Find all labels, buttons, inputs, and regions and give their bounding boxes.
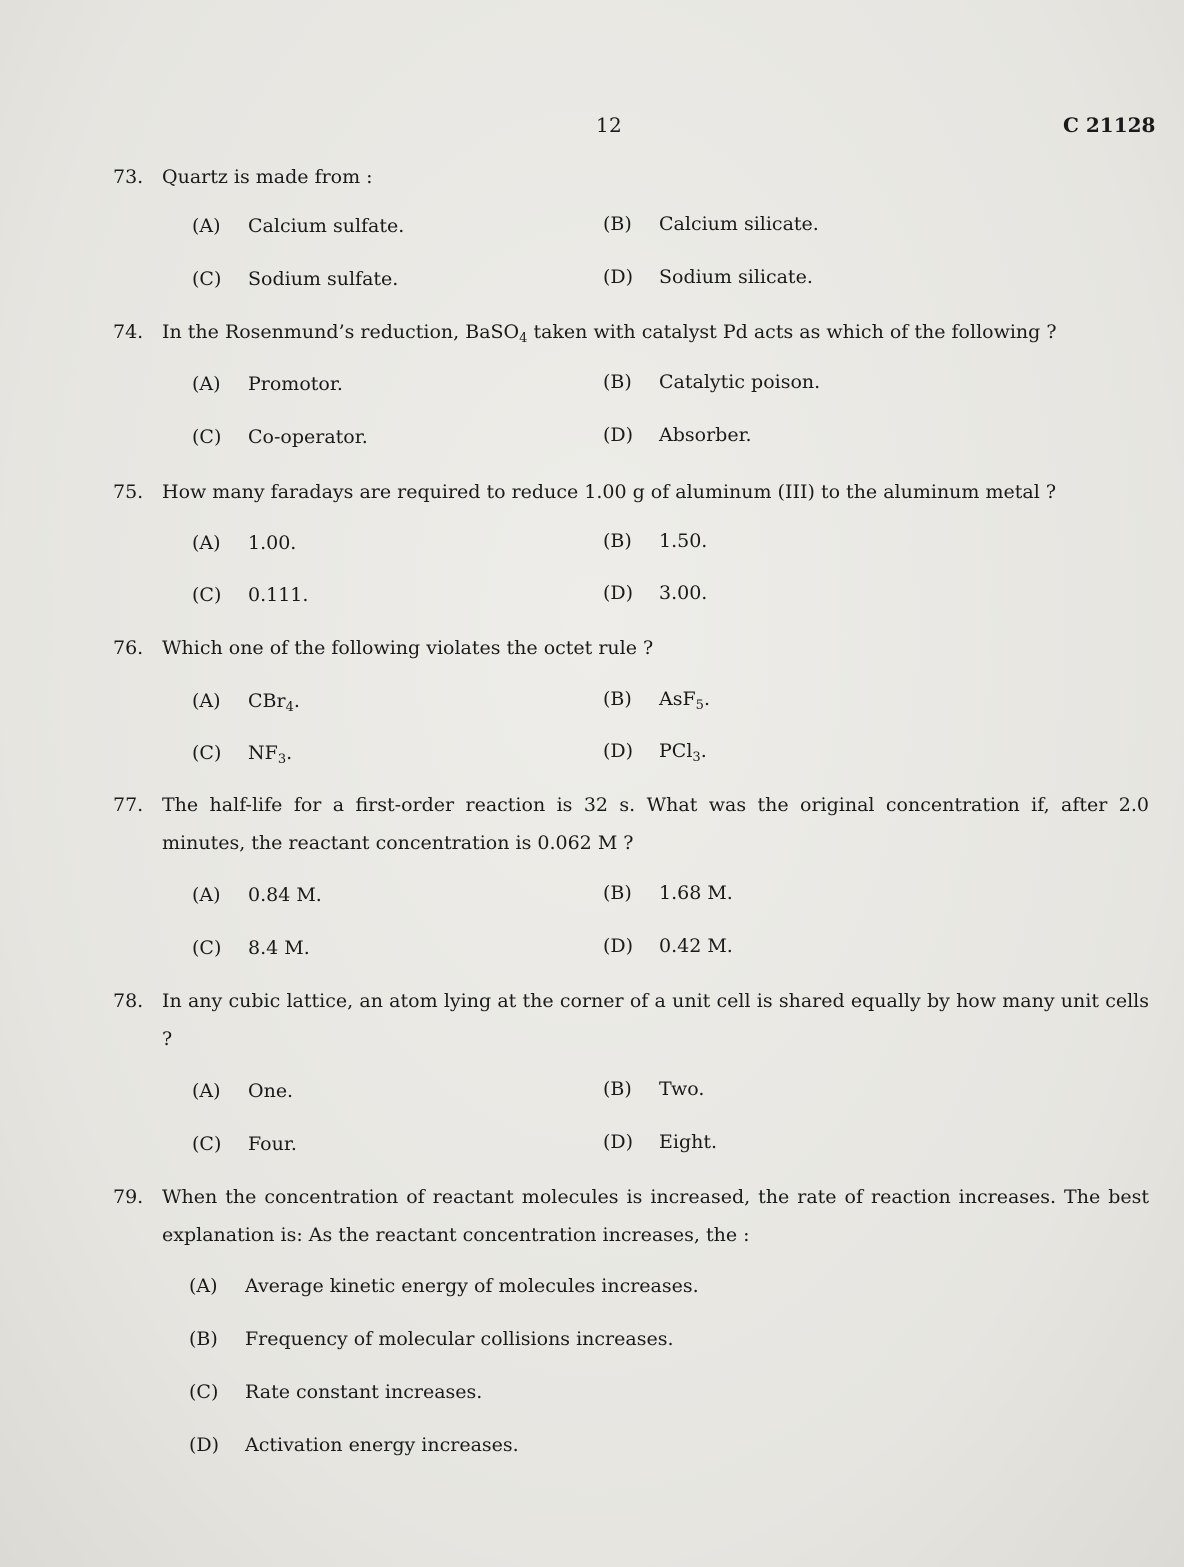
- option-label: (A): [192, 532, 221, 554]
- option-a: [192, 1080, 293, 1102]
- option-text: 1.68 M.: [659, 882, 733, 904]
- option-text: Frequency of molecular collisions increases.: [245, 1328, 674, 1350]
- option-d: [603, 582, 707, 604]
- option-label: (D): [189, 1434, 220, 1456]
- option-label: (B): [603, 688, 632, 710]
- option-a: [192, 884, 322, 906]
- option-text: 0.84 M.: [248, 884, 322, 906]
- option-a: [189, 1275, 699, 1297]
- question-number: 79.: [113, 1186, 144, 1208]
- option-c: [192, 1133, 297, 1155]
- question-text: The half-life for a first-order reaction is 32 s. What was the original concentration if, after 2.0 minutes, the reactant concentration is 0.062 M ?: [162, 794, 1149, 854]
- question-text: When the concentration of reactant molecules is increased, the rate of reaction increases. The best explanation is: As the reactant concentration increases, the :: [162, 1186, 1149, 1246]
- question-text: Which one of the following violates the octet rule ?: [162, 637, 654, 659]
- option-b: [189, 1328, 674, 1350]
- option-d: [603, 424, 752, 446]
- question-number: 75.: [113, 481, 144, 503]
- option-text: Calcium silicate.: [659, 213, 819, 235]
- option-d: [603, 1131, 717, 1153]
- option-text: Two.: [659, 1078, 705, 1100]
- option-label: (D): [603, 582, 634, 604]
- option-d: [189, 1434, 519, 1456]
- option-b: [603, 1078, 704, 1100]
- option-text: Activation energy increases.: [245, 1434, 519, 1456]
- paper-code: C 21128: [1063, 113, 1156, 137]
- option-c: [192, 426, 368, 448]
- option-c: [189, 1381, 482, 1403]
- question-text: Quartz is made from :: [162, 166, 373, 188]
- option-text: 0.111.: [248, 584, 309, 606]
- option-text: Promotor.: [248, 373, 343, 395]
- option-a: (A) CBr$_4$.: [192, 690, 300, 715]
- question-text: In any cubic lattice, an atom lying at the corner of a unit cell is shared equally by how many unit cells ?: [162, 990, 1149, 1050]
- option-a: [192, 532, 296, 554]
- option-label: (C): [192, 742, 222, 764]
- question-number: 76.: [113, 637, 144, 659]
- option-label: (C): [189, 1381, 219, 1403]
- option-text: 3.00.: [659, 582, 708, 604]
- option-label: (A): [192, 884, 221, 906]
- option-b: [603, 882, 733, 904]
- option-label: (D): [603, 740, 634, 762]
- option-c: [192, 584, 308, 606]
- option-b: [603, 530, 707, 552]
- option-d: [603, 266, 813, 288]
- option-label: (A): [189, 1275, 218, 1297]
- page-number: 12: [596, 113, 623, 137]
- question-number: 74.: [113, 321, 144, 343]
- option-label: (D): [603, 1131, 634, 1153]
- option-c: [192, 268, 398, 290]
- question-text: How many faradays are required to reduce 1.00 g of aluminum (III) to the aluminum metal ?: [162, 481, 1057, 503]
- option-b: [603, 213, 819, 235]
- option-label: (A): [192, 215, 221, 237]
- question-number: 73.: [113, 166, 144, 188]
- option-label: (D): [603, 935, 634, 957]
- option-label: (C): [192, 268, 222, 290]
- option-label: (B): [603, 213, 632, 235]
- option-label: (B): [603, 882, 632, 904]
- option-text: Sodium silicate.: [659, 266, 813, 288]
- option-label: (C): [192, 584, 222, 606]
- option-text: 8.4 M.: [248, 937, 310, 959]
- option-text: Rate constant increases.: [245, 1381, 483, 1403]
- option-label: (B): [603, 530, 632, 552]
- question-text: In the Rosenmund’s reduction, BaSO$_4$ taken with catalyst Pd acts as which of the following ?: [162, 321, 1057, 346]
- option-b: [603, 371, 820, 393]
- option-label: (A): [192, 373, 221, 395]
- option-label: (B): [189, 1328, 218, 1350]
- option-text: Four.: [248, 1133, 297, 1155]
- option-b: (B) AsF$_5$.: [603, 688, 710, 713]
- option-text: 1.50.: [659, 530, 708, 552]
- option-d: [603, 935, 733, 957]
- option-text: Average kinetic energy of molecules increases.: [245, 1275, 699, 1297]
- option-text: Co-operator.: [248, 426, 368, 448]
- option-a: [192, 373, 343, 395]
- option-label: (D): [603, 266, 634, 288]
- option-text: Absorber.: [659, 424, 752, 446]
- option-text: Calcium sulfate.: [248, 215, 405, 237]
- question-number: 77.: [113, 794, 144, 816]
- option-label: (B): [603, 371, 632, 393]
- option-text: Eight.: [659, 1131, 718, 1153]
- option-c: (C) $NF_3$.: [192, 742, 293, 767]
- option-label: (B): [603, 1078, 632, 1100]
- option-text: 0.42 M.: [659, 935, 733, 957]
- question-number: 78.: [113, 990, 144, 1012]
- option-a: [192, 215, 404, 237]
- option-label: (D): [603, 424, 634, 446]
- option-label: (C): [192, 1133, 222, 1155]
- option-label: (C): [192, 937, 222, 959]
- option-d: (D) PCl$_3$.: [603, 740, 707, 765]
- option-label: (A): [192, 690, 221, 712]
- option-c: [192, 937, 310, 959]
- option-label: (C): [192, 426, 222, 448]
- option-text: 1.00.: [248, 532, 297, 554]
- option-text: One.: [248, 1080, 294, 1102]
- option-text: Catalytic poison.: [659, 371, 821, 393]
- option-text: Sodium sulfate.: [248, 268, 399, 290]
- option-label: (A): [192, 1080, 221, 1102]
